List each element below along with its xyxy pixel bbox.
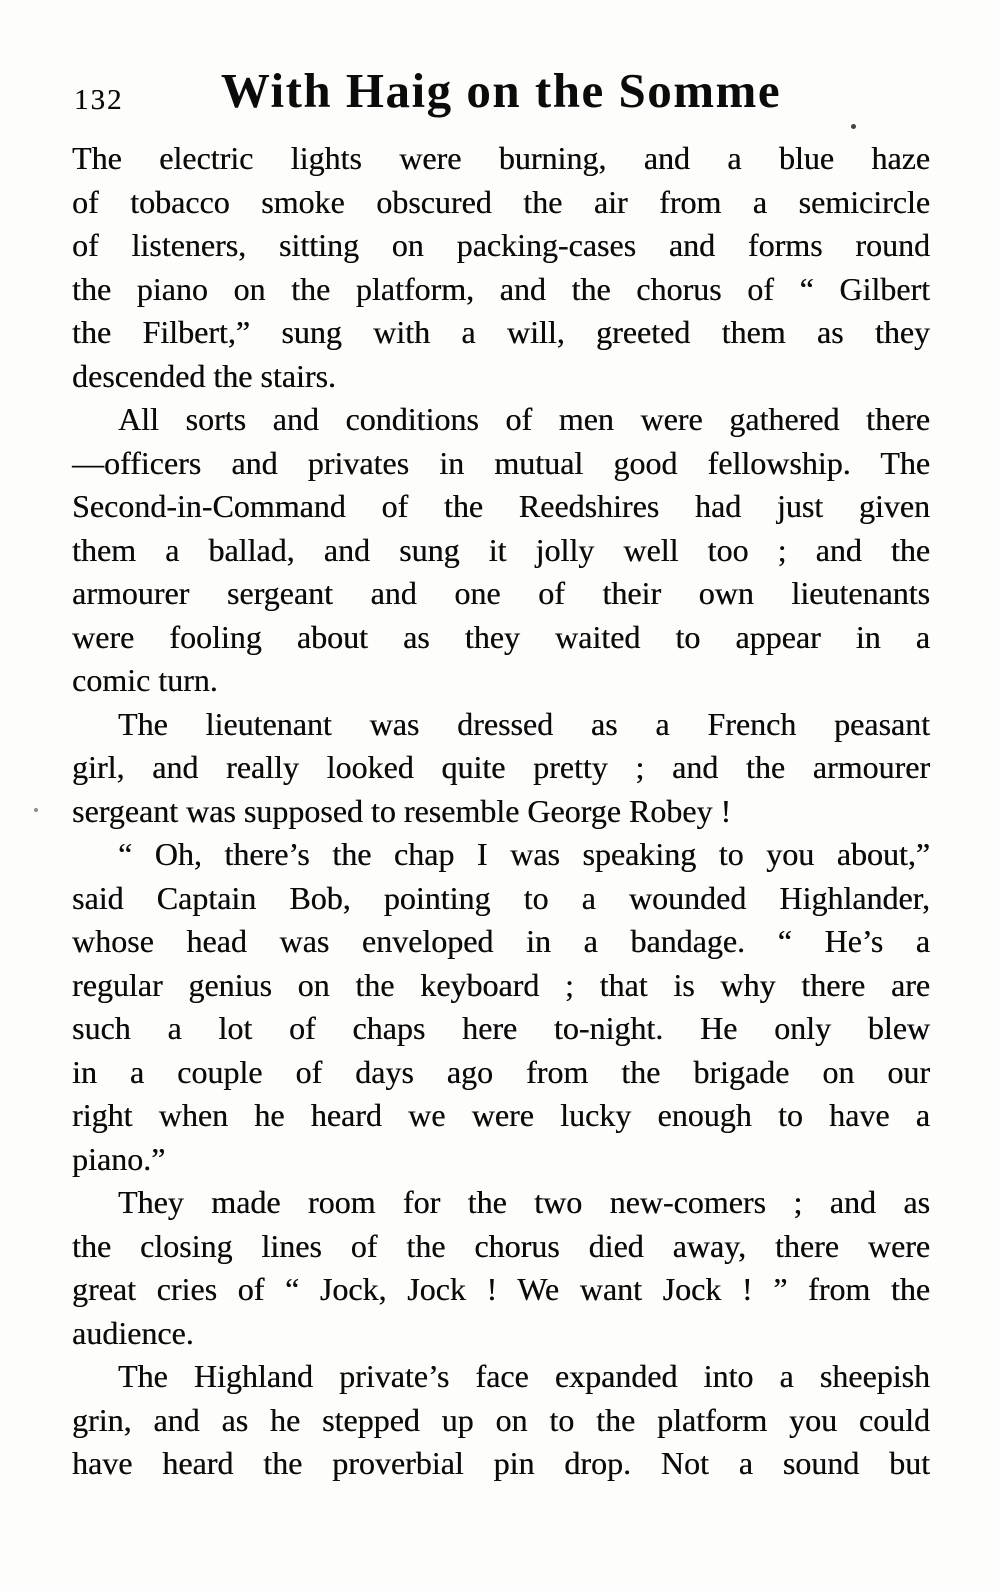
text-line: They made room for the two new-comers ; and as bbox=[118, 1184, 930, 1220]
text-line: The electric lights were burning, and a blue haze bbox=[72, 140, 930, 176]
text-line: piano.” bbox=[72, 1140, 166, 1177]
text-line: comic turn. bbox=[72, 662, 218, 698]
text-line: girl, and really looked quite pretty ; and the armourer bbox=[72, 749, 930, 785]
text-line: Second-in-Command of the Reedshires had just given bbox=[72, 488, 930, 524]
text-line: sergeant was supposed to resemble George Robey ! bbox=[72, 792, 732, 829]
text-line: —officers and privates in mutual good fellowship. The bbox=[72, 444, 930, 481]
text-line: such a lot of chaps here to-night. He only blew bbox=[72, 1010, 930, 1046]
text-line: regular genius on the keyboard ; that is why there are bbox=[72, 966, 930, 1003]
text-line: “ Oh, there’s the chap I was speaking to you about,” bbox=[118, 836, 930, 872]
scan-speck bbox=[34, 808, 38, 812]
text-line: The lieutenant was dressed as a French peasant bbox=[118, 705, 930, 742]
text-line: were fooling about as they waited to appear in a bbox=[72, 618, 930, 655]
text-line: armourer sergeant and one of their own lieutenants bbox=[72, 575, 930, 611]
text-line: in a couple of days ago from the brigade on our bbox=[72, 1053, 930, 1090]
text-line: great cries of “ Jock, Jock ! We want Jock ! ” from the bbox=[72, 1271, 930, 1307]
text-line: have heard the proverbial pin drop. Not a sound but bbox=[72, 1445, 930, 1481]
page-number: 132 bbox=[74, 84, 124, 116]
text-line: the closing lines of the chorus died away, there were bbox=[72, 1227, 930, 1264]
text-line: of listeners, sitting on packing-cases and forms round bbox=[72, 227, 930, 263]
text-line: whose head was enveloped in a bandage. “ He’s a bbox=[72, 923, 930, 959]
text-line: them a ballad, and sung it jolly well too ; and the bbox=[72, 531, 930, 568]
text-line: audience. bbox=[72, 1314, 194, 1351]
text-line: said Captain Bob, pointing to a wounded Highlander, bbox=[72, 879, 930, 916]
text-line: the piano on the platform, and the chorus of “ Gilbert bbox=[72, 270, 930, 307]
text-line: The Highland private’s face expanded into a sheepish bbox=[118, 1358, 930, 1394]
page-header bbox=[72, 0, 930, 132]
text-line: descended the stairs. bbox=[72, 357, 336, 394]
scan-speck bbox=[851, 124, 856, 129]
text-line: of tobacco smoke obscured the air from a semicircle bbox=[72, 183, 930, 220]
text-line: right when he heard we were lucky enough to have a bbox=[72, 1097, 930, 1133]
text-line: grin, and as he stepped up on to the platform you could bbox=[72, 1401, 930, 1438]
page-text bbox=[72, 137, 930, 1486]
text-line: the Filbert,” sung with a will, greeted them as they bbox=[72, 314, 930, 350]
running-title: With Haig on the Somme bbox=[220, 63, 782, 118]
text-line: All sorts and conditions of men were gathered there bbox=[118, 401, 930, 437]
